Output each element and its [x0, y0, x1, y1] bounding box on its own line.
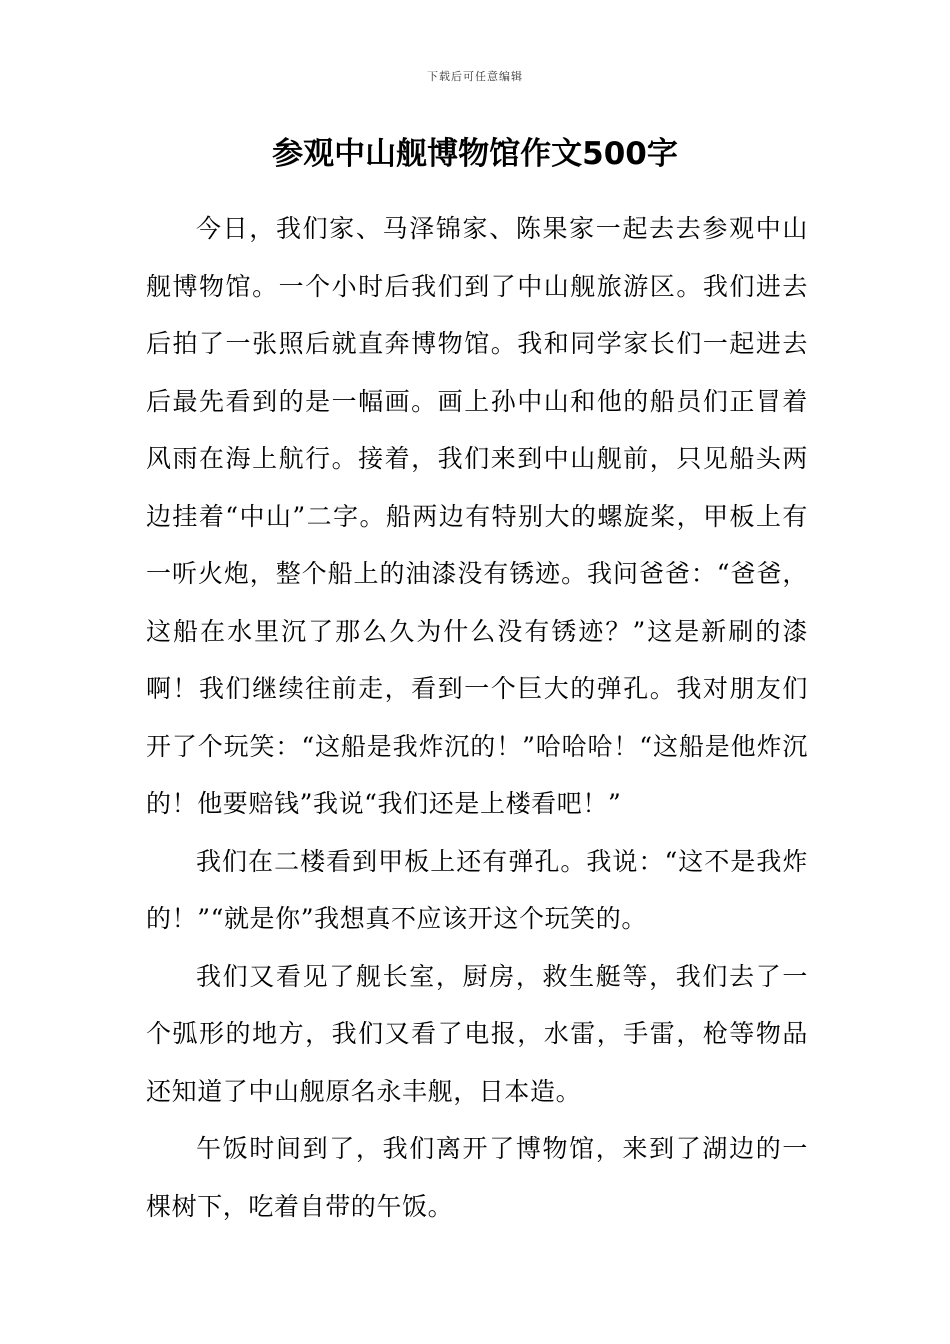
page-title: 参观中山舰博物馆作文500字	[272, 136, 678, 172]
paragraph-1: 今日，我们家、马泽锦家、陈果家一起去去参观中山舰博物馆。一个小时后我们到了中山舰旅游区。我们进去后拍了一张照后就直奔博物馆。我和同学家长们一起进去后最先看到的是一幅画。画上孙中山和他的船员们正冒着风雨在海上航行。接着，我们来到中山舰前，只见船头两边挂着“中山”二字。船两边有特别大的螺旋桨，甲板上有一听火炮，整个船上的油漆没有锈迹。我问爸爸：“爸爸，这船在水里沉了那么久为什么没有锈迹？”这是新刷的漆啊！我们继续往前走，看到一个巨大的弹孔。我对朋友们开了个玩笑：“这船是我炸沉的！”哈哈哈！“这船是他炸沉的！他要赔钱”我说“我们还是上楼看吧！”	[146, 214, 808, 818]
article-body	[146, 200, 808, 1235]
paragraph-4: 午饭时间到了，我们离开了博物馆，来到了湖边的一棵树下，吃着自带的午饭。	[146, 1134, 808, 1221]
paragraph-2: 我们在二楼看到甲板上还有弹孔。我说：“这不是我炸的！”“就是你”我想真不应该开这个玩笑的。	[146, 846, 808, 933]
header-note: 下载后可任意编辑	[427, 70, 523, 83]
paragraph-3: 我们又看见了舰长室，厨房，救生艇等，我们去了一个弧形的地方，我们又看了电报，水雷，手雷，枪等物品还知道了中山舰原名永丰舰，日本造。	[146, 961, 808, 1106]
